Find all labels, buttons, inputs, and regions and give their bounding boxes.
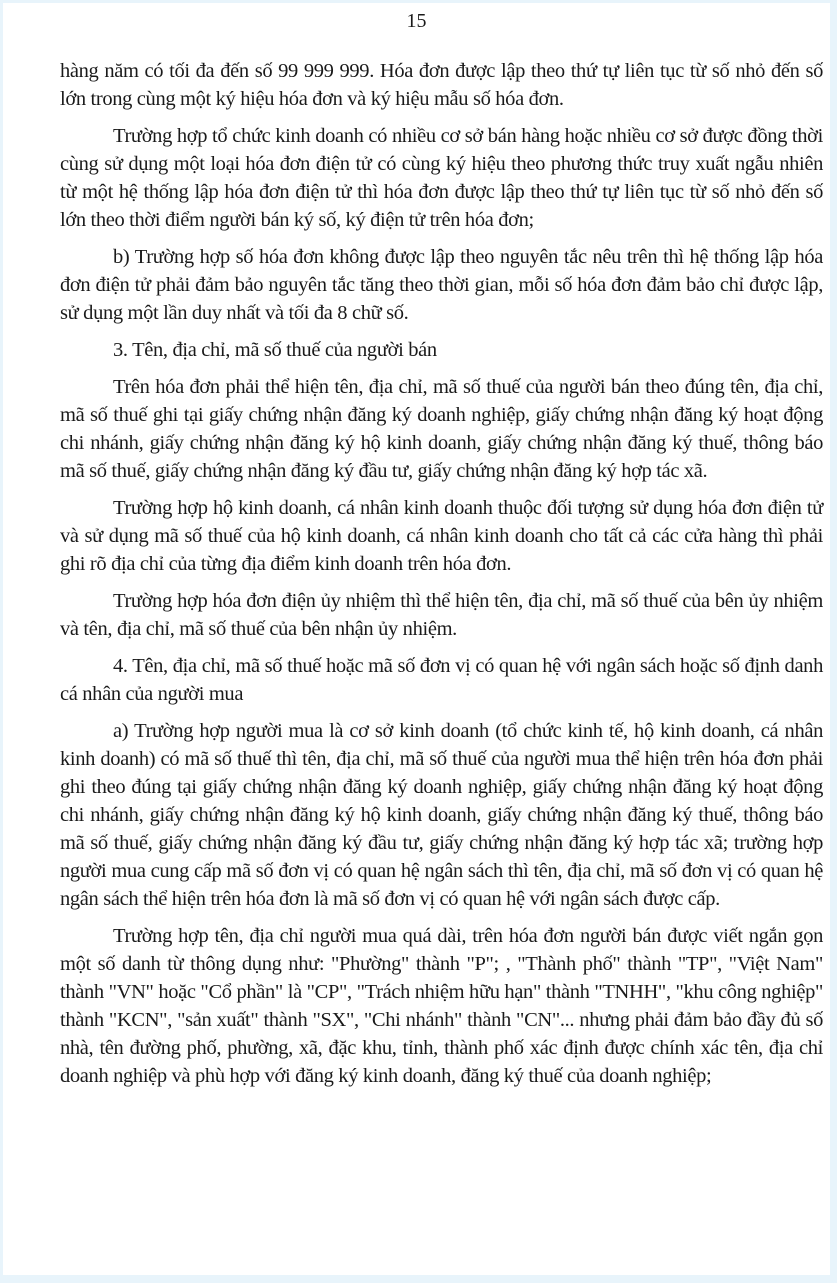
document-body	[60, 57, 823, 1099]
paragraph-abbreviations: Trường hợp tên, địa chỉ người mua quá dài, trên hóa đơn người bán được viết ngắn gọn một số danh từ thông dụng như: "Phường" thành "P"; , "Thành phố" thành "TP", "Việt Nam" thành "VN" hoặc "Cổ phần" là "CP", "Trách nhiệm hữu hạn" thành "TNHH", "khu công nghiệp" thành "KCN", "sản xuất" thành "SX", "Chi nhánh" thành "CN"... nhưng phải đảm bảo đầy đủ số nhà, tên đường phố, phường, xã, đặc khu, tỉnh, thành phố xác định được chính xác tên, địa chỉ doanh nghiệp và phù hợp với đăng ký kinh doanh, đăng ký thuế của doanh nghiệp;	[60, 925, 823, 1087]
paragraph-seller-info: Trên hóa đơn phải thể hiện tên, địa chỉ, mã số thuế của người bán theo đúng tên, địa chỉ, mã số thuế ghi tại giấy chứng nhận đăng ký doanh nghiệp, giấy chứng nhận đăng ký hoạt động chi nhánh, giấy chứng nhận đăng ký hộ kinh doanh, giấy chứng nhận đăng ký thuế, thông báo mã số thuế, giấy chứng nhận đăng ký đầu tư, giấy chứng nhận đăng ký hợp tác xã.	[60, 376, 823, 482]
section-heading-4: 4. Tên, địa chỉ, mã số thuế hoặc mã số đơn vị có quan hệ với ngân sách hoặc số định danh cá nhân của người mua	[60, 655, 823, 705]
page-number: 15	[406, 10, 427, 32]
paragraph-clause-a-buyer: a) Trường hợp người mua là cơ sở kinh doanh (tổ chức kinh tế, hộ kinh doanh, cá nhân kinh doanh) có mã số thuế thì tên, địa chỉ, mã số thuế của người mua thể hiện trên hóa đơn phải ghi theo đúng tại giấy chứng nhận đăng ký doanh nghiệp, giấy chứng nhận đăng ký hoạt động chi nhánh, giấy chứng nhận đăng ký hộ kinh doanh, giấy chứng nhận đăng ký thuế, thông báo mã số thuế, giấy chứng nhận đăng ký đầu tư, giấy chứng nhận đăng ký hợp tác xã; trường hợp người mua cung cấp mã số đơn vị có quan hệ ngân sách thì tên, địa chỉ, mã số đơn vị có quan hệ ngân sách thể hiện trên hóa đơn là mã số đơn vị có quan hệ với ngân sách được cấp.	[60, 720, 823, 910]
paragraph-household-business: Trường hợp hộ kinh doanh, cá nhân kinh doanh thuộc đối tượng sử dụng hóa đơn điện tử và sử dụng mã số thuế của hộ kinh doanh, cá nhân kinh doanh cho tất cả các cửa hàng thì phải ghi rõ địa chỉ của từng địa điểm kinh doanh trên hóa đơn.	[60, 497, 823, 575]
paragraph-multiple-outlets: Trường hợp tổ chức kinh doanh có nhiều cơ sở bán hàng hoặc nhiều cơ sở được đồng thời cùng sử dụng một loại hóa đơn điện tử có cùng ký hiệu theo phương thức truy xuất ngẫu nhiên từ một hệ thống lập hóa đơn điện tử thì hóa đơn được lập theo thứ tự liên tục từ số nhỏ đến số lớn theo thời điểm người bán ký số, ký điện tử trên hóa đơn;	[60, 125, 823, 231]
section-heading-3: 3. Tên, địa chỉ, mã số thuế của người bán	[113, 339, 437, 361]
document-page	[3, 3, 830, 1275]
paragraph-authorized-invoice: Trường hợp hóa đơn điện ủy nhiệm thì thể hiện tên, địa chỉ, mã số thuế của bên ủy nhiệm và tên, địa chỉ, mã số thuế của bên nhận ủy nhiệm.	[60, 590, 823, 640]
paragraph-clause-b: b) Trường hợp số hóa đơn không được lập theo nguyên tắc nêu trên thì hệ thống lập hóa đơn điện tử phải đảm bảo nguyên tắc tăng theo thời gian, mỗi số hóa đơn đảm bảo chỉ được lập, sử dụng một lần duy nhất và tối đa 8 chữ số.	[60, 246, 823, 324]
paragraph-invoice-number-range: hàng năm có tối đa đến số 99 999 999. Hóa đơn được lập theo thứ tự liên tục từ số nhỏ đến số lớn trong cùng một ký hiệu hóa đơn và ký hiệu mẫu số hóa đơn.	[60, 60, 823, 110]
